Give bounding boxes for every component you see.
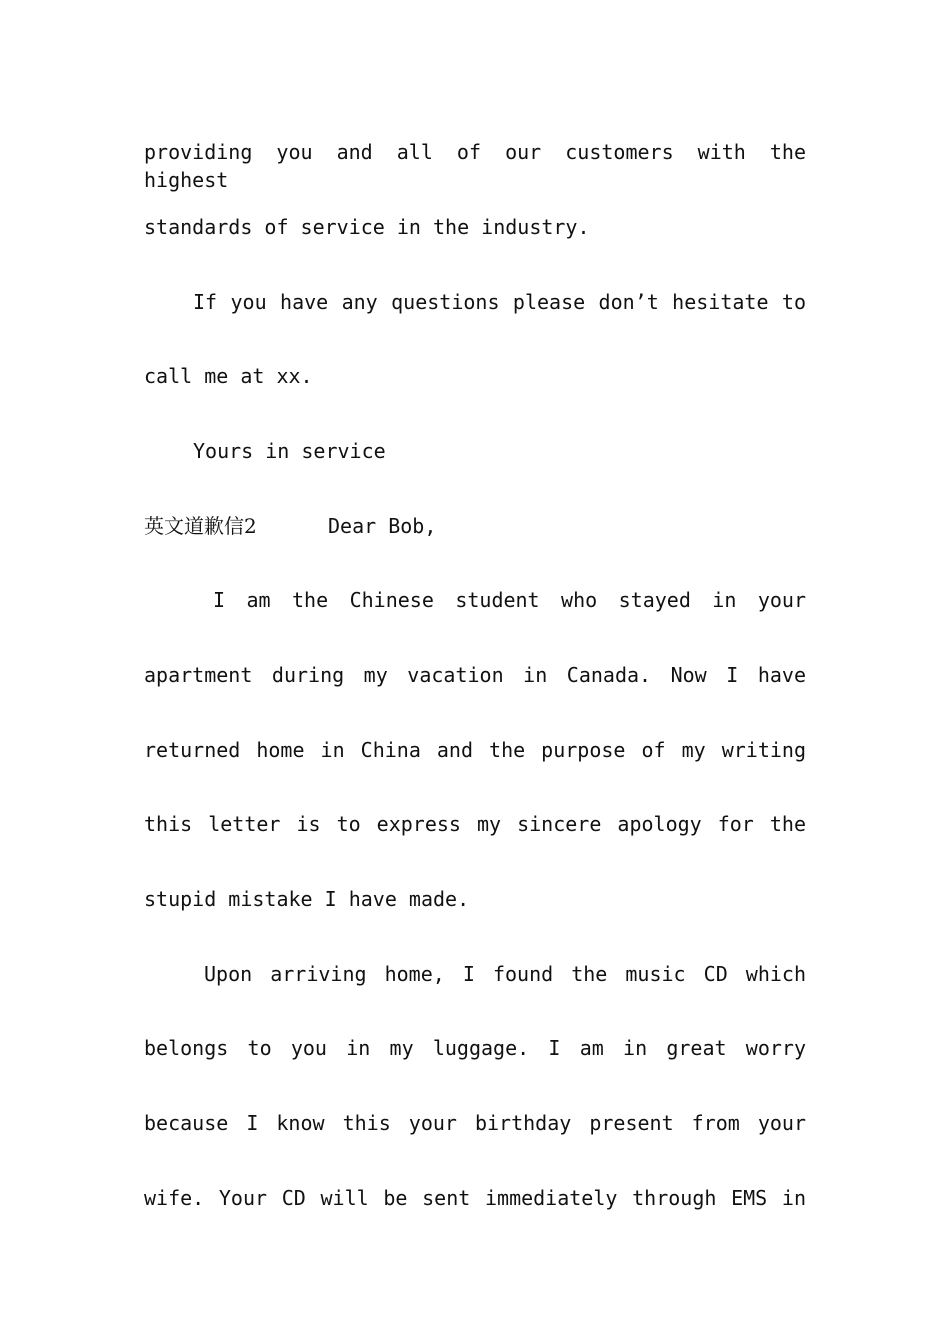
paragraph-line: call me at xx. — [144, 364, 313, 388]
paragraph-line: providing you and all of our customers with the highest — [144, 140, 806, 192]
section-heading: 英文道歉信2 — [144, 514, 257, 538]
paragraph-line: wife. Your CD will be sent immediately through EMS in — [144, 1186, 806, 1210]
paragraph-line: apartment during my vacation in Canada. Now I have — [144, 663, 806, 687]
closing-line: Yours in service — [193, 439, 386, 463]
paragraph-line: because I know this your birthday present from your — [144, 1111, 806, 1135]
paragraph-line: If you have any questions please don’t hesitate to — [193, 290, 806, 314]
paragraph-line: standards of service in the industry. — [144, 215, 590, 239]
salutation: Dear Bob, — [328, 514, 437, 538]
paragraph-line: this letter is to express my sincere apology for the — [144, 812, 806, 836]
paragraph-line: I am the Chinese student who stayed in your — [213, 588, 806, 612]
paragraph-line: returned home in China and the purpose of my writing — [144, 738, 806, 762]
paragraph-line: belongs to you in my luggage. I am in great worry — [144, 1036, 806, 1060]
paragraph-line: Upon arriving home, I found the music CD which — [204, 962, 806, 986]
paragraph-line: stupid mistake I have made. — [144, 887, 470, 911]
